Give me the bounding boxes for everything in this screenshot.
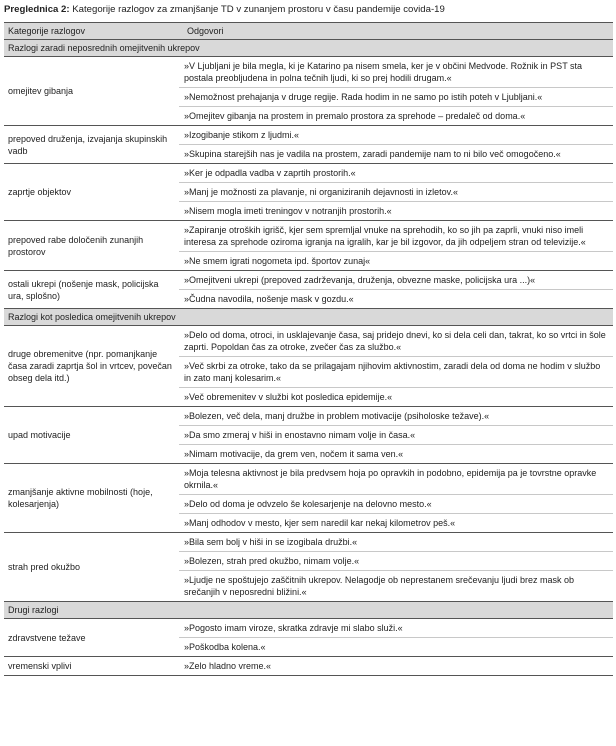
category-cell: druge obremenitve (npr. pomanjkanje časa zaradi zaprtja šol in vrtcev, povečan obseg dela itd.) <box>8 349 172 383</box>
answer-quote: »Omejitev gibanja na prostem in premalo prostora za sprehode – predaleč od doma.« <box>184 111 526 121</box>
category-cell: prepoved rabe določenih zunanjih prostorov <box>8 234 144 257</box>
category-cell: omejitev gibanja <box>8 86 74 96</box>
answers-cell <box>179 221 613 270</box>
answers-cell <box>179 271 613 308</box>
answers-cell <box>179 407 613 463</box>
answers-cell <box>179 57 613 125</box>
answer-quote: »Delo od doma je odvzelo še kolesarjenje na delovno mesto.« <box>179 495 613 514</box>
answer-quote: »Več skrbi za otroke, tako da se prilagajam njihovim aktivnostim, zaradi dela od doma ne hodim v službo in zato manj kolesarim.« <box>179 357 613 388</box>
answer-quote: »Ljudje ne spoštujejo zaščitnih ukrepov. Nelagodje ob neprestanem srečevanju ljudi brez mask ob srečanjih v neposredni bližini.« <box>184 575 575 597</box>
answer-quote: »Skupina starejših nas je vadila na prostem, zaradi pandemije nam to ni bilo več omogočeno.« <box>184 149 561 159</box>
category-cell: zmanjšanje aktivne mobilnosti (hoje, kolesarjenja) <box>8 487 153 509</box>
table-row <box>4 221 613 271</box>
answer-quote: »Pogosto imam viroze, skratka zdravje mi slabo služi.« <box>179 619 613 638</box>
answer-quote: »Bolezen, strah pred okužbo, nimam volje.« <box>179 552 613 571</box>
category-cell: zaprtje objektov <box>8 187 72 197</box>
header-categories: Kategorije razlogov <box>8 26 86 36</box>
answers-cell <box>179 464 613 532</box>
answer-quote: »Delo od doma, otroci, in usklajevanje časa, saj pridejo dnevi, ko si dela celi dan, takrat, ko so vrtci in šole zaprti. Popoldan čas za otroke, zvečer čas za službo.« <box>179 326 613 357</box>
table-row <box>4 533 613 602</box>
answer-quote: »Da smo zmeraj v hiši in enostavno nimam volje in časa.« <box>179 426 613 445</box>
section-header: Drugi razlogi <box>4 602 613 619</box>
answer-quote: »Nisem mogla imeti treningov v notranjih prostorih.« <box>184 206 392 216</box>
category-cell: strah pred okužbo <box>8 562 81 572</box>
answer-quote: »Čudna navodila, nošenje mask v gozdu.« <box>184 294 354 304</box>
table-row <box>4 57 613 126</box>
answers-cell <box>179 126 613 163</box>
answers-cell <box>179 533 613 601</box>
answer-quote: »Manj odhodov v mesto, kjer sem naredil kar nekaj kilometrov peš.« <box>184 518 456 528</box>
answers-cell <box>179 619 613 656</box>
table-row <box>4 407 613 464</box>
reasons-table <box>4 22 613 676</box>
answer-quote: »Zelo hladno vreme.« <box>184 661 272 671</box>
answers-cell <box>179 164 613 220</box>
answer-quote: »Bila sem bolj v hiši in se izogibala družbi.« <box>179 533 613 552</box>
category-cell: upad motivacije <box>8 430 71 440</box>
header-answers: Odgovori <box>187 26 224 36</box>
answer-quote: »Več obremenitev v službi kot posledica epidemije.« <box>184 392 393 402</box>
answer-quote: »Ne smem igrati nogometa ipd. športov zunaj« <box>184 256 371 266</box>
answer-quote: »V Ljubljani je bila megla, ki je Katarino pa nisem smela, ker je v občini Medvode. Rožnik in PST sta postala preobljudena in polna tečnih ljudi, ki so prej hodili drugam.« <box>179 57 613 88</box>
table-caption <box>4 4 445 16</box>
answer-quote: »Manj je možnosti za plavanje, ni organiziranih dejavnosti in izletov.« <box>179 183 613 202</box>
answer-quote: »Poškodba kolena.« <box>184 642 266 652</box>
category-cell: zdravstvene težave <box>8 632 86 643</box>
table-row <box>4 657 613 676</box>
answer-quote: »Bolezen, več dela, manj družbe in problem motivacije (psiholoske težave).« <box>179 407 613 426</box>
answers-cell <box>179 326 613 406</box>
table-row <box>4 271 613 309</box>
answer-quote: »Zapiranje otroških igrišč, kjer sem spremljal vnuke na sprehodih, ko so jih pa zaprli, vnuki niso imeli interesa za sprehode oziroma igranja na igralih, kar je bil izgovor, da jih odpeljem stran od televizije.« <box>179 221 613 252</box>
answer-quote: »Izogibanje stikom z ljudmi.« <box>179 126 613 145</box>
category-cell: prepoved druženja, izvajanja skupinskih vadb <box>8 133 168 156</box>
table-row <box>4 464 613 533</box>
answer-quote: »Moja telesna aktivnost je bila predvsem hoja po opravkih in podobno, epidemija pa je tovrstne opravke okrnila.« <box>179 464 613 495</box>
caption-text: Kategorije razlogov za zmanjšanje TD v zunanjem prostoru v času pandemije covida-19 <box>69 4 445 15</box>
answers-cell <box>179 657 613 675</box>
table-row <box>4 126 613 164</box>
answer-quote: »Nemožnost prehajanja v druge regije. Rada hodim in ne samo po istih poteh v Ljubljani.« <box>179 88 613 107</box>
category-cell: vremenski vplivi <box>8 661 72 671</box>
section-header: Razlogi kot posledica omejitvenih ukrepov <box>4 309 613 326</box>
category-cell: ostali ukrepi (nošenje mask, policijska ura, splošno) <box>8 278 159 301</box>
caption-label: Preglednica 2: <box>4 4 70 15</box>
table-row <box>4 164 613 221</box>
answer-quote: »Omejitveni ukrepi (prepoved zadrževanja, druženja, obvezne maske, policijska ura ...)« <box>179 271 613 290</box>
answer-quote: »Ker je odpadla vadba v zaprtih prostorih.« <box>179 164 613 183</box>
section-header: Razlogi zaradi neposrednih omejitvenih ukrepov <box>4 40 613 57</box>
answer-quote: »Nimam motivacije, da grem ven, nočem it sama ven.« <box>184 449 404 459</box>
table-header <box>4 23 613 40</box>
table-row <box>4 326 613 407</box>
table-row <box>4 619 613 657</box>
